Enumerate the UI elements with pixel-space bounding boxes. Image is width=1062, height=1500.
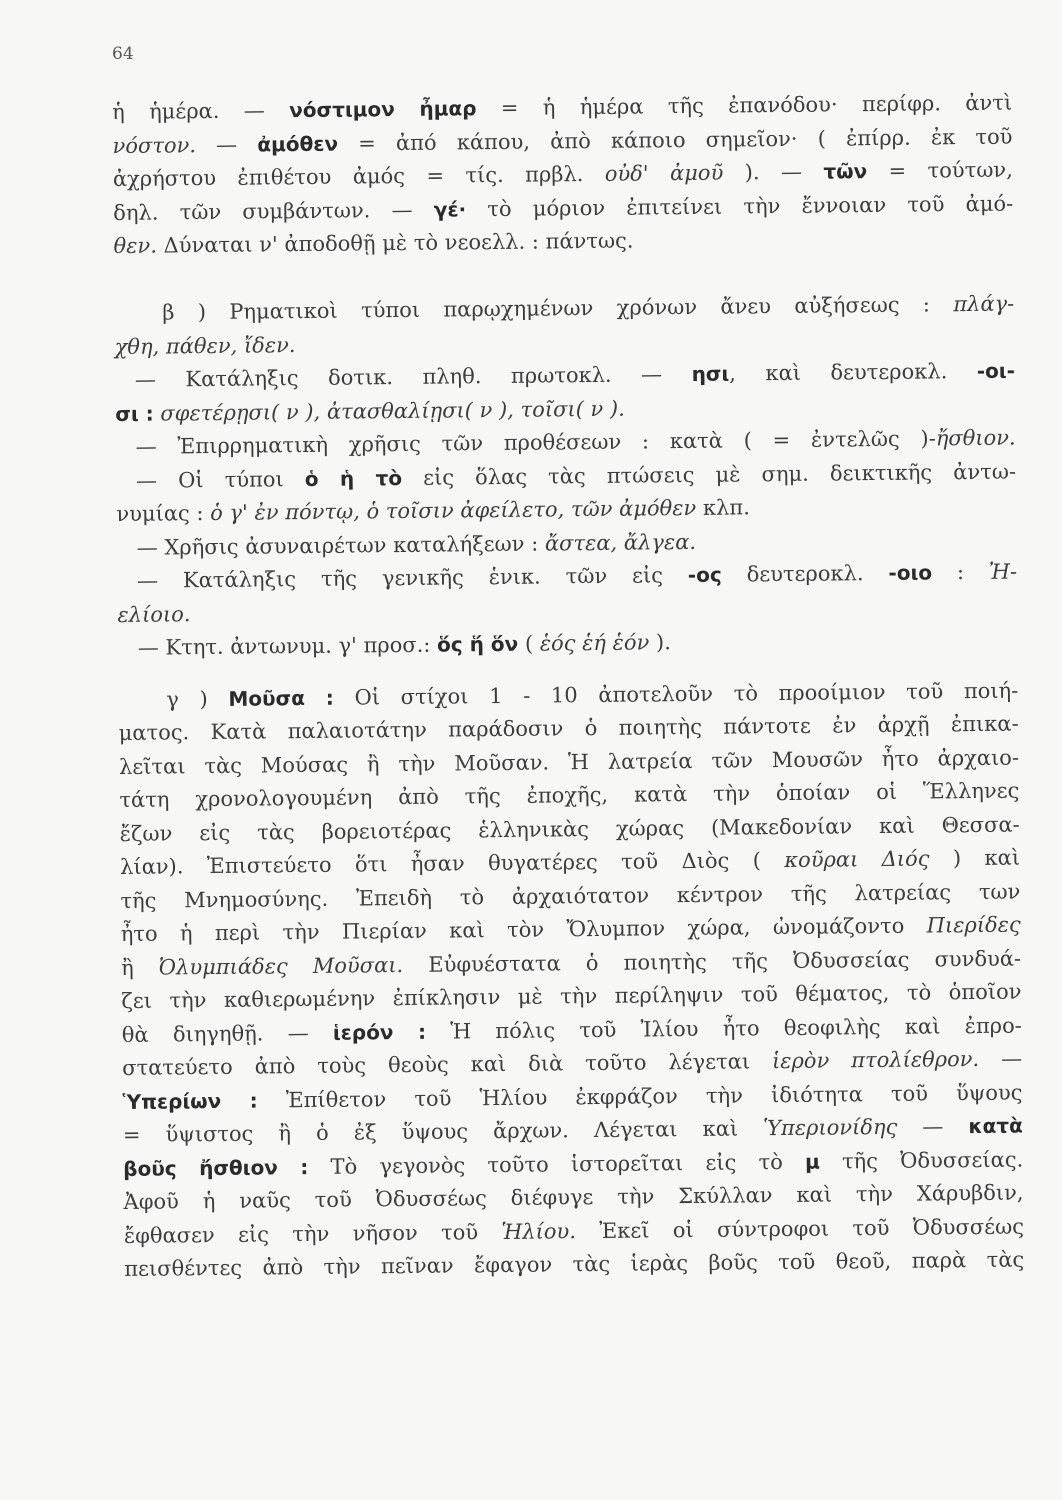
text-run: Εὐφυέστατα ὁ ποιητὴς τῆς Ὀδυσσείας συνδυά- xyxy=(403,946,1022,977)
text-run: τὸ μόριον ἐπιτείνει τὴν ἔννοιαν τοῦ ἀμό- xyxy=(465,191,1014,221)
text-run: ἢ xyxy=(121,955,159,980)
italic-text: Ὑπεριονίδης xyxy=(763,1114,898,1141)
text-run: — Κατάληξις τῆς γενικῆς ἑνικ. τῶν εἰς xyxy=(136,562,688,593)
italic-text: κοῦραι Διός xyxy=(784,846,930,873)
page-number: 64 xyxy=(112,44,134,64)
text-run: — xyxy=(195,131,258,157)
text-run: Δύναται ν' ἀποδοθῇ μὲ τὸ νεοελλ. : πάντως. xyxy=(156,228,634,258)
text-run: ). xyxy=(649,630,671,655)
headword: -οι- xyxy=(976,358,1016,383)
text-run: Ἐπίθετον τοῦ Ἡλίου ἐκφράζον τὴν ἰδιότητα τοῦ ὕψους xyxy=(257,1080,1023,1113)
text-run: : xyxy=(931,559,990,585)
headword: τῶν xyxy=(823,159,868,184)
text-run: β ) Ρηματικοὶ τύποι παρῳχημένων χρόνων ἄνευ αὐξήσεως : xyxy=(162,292,954,325)
italic-text: θεν. xyxy=(113,233,158,258)
text-run: λεῖται τὰς Μούσας ἢ τὴν Μοῦσαν. Ἡ λατρεία τῶν Μουσῶν ἦτο ἀρχαιο- xyxy=(118,745,1020,779)
commentary-text xyxy=(112,87,1024,1287)
italic-text: ἄστεα, ἄλγεα. xyxy=(544,529,697,555)
text-run: ἔζων εἰς τὰς βορειοτέρας ἑλληνικὰς χώρας (Μακεδονίαν καὶ Θεσσα- xyxy=(119,812,1020,846)
headword: κατὰ xyxy=(968,1113,1023,1139)
headword: ησι xyxy=(691,361,730,386)
headword: νόστιμον ἦμαρ xyxy=(289,96,477,123)
headword: ἱερόν : xyxy=(332,1019,427,1045)
headword: -ος xyxy=(687,562,722,587)
text-run: Ἡ πόλις τοῦ Ἰλίου ἦτο θεοφιλὴς καὶ ἐπρο- xyxy=(425,1013,1022,1044)
text-run: — xyxy=(897,1114,969,1139)
text-run: εἰς ὅλας τὰς πτώσεις μὲ σημ. δεικτικῆς ἀντω- xyxy=(401,459,1017,490)
italic-text: χθη, πάθεν, ἴδεν. xyxy=(114,332,296,359)
text-run: τάτη χρονολογουμένη ἀπὸ τῆς ἐποχῆς, κατὰ τὴν ὁποίαν οἱ Ἕλληνες xyxy=(119,778,1020,812)
text-run: δευτεροκλ. xyxy=(721,560,889,587)
headword: ἀμόθεν xyxy=(257,131,339,156)
italic-text: Πιερίδες xyxy=(926,912,1021,938)
text-run: ἡ ἡμέρα. — xyxy=(112,98,290,124)
italic-text: ἱερὸν πτολίεθρον. xyxy=(771,1046,980,1074)
text-run: — Κατάληξις δοτικ. πληθ. πρωτοκλ. — xyxy=(134,361,692,392)
headword: ὅς ἥ ὅν xyxy=(436,631,519,657)
italic-text: οὐδ' ἀμοῦ xyxy=(604,160,724,186)
text-run: ἀχρήστου ἐπιθέτου ἀμός = τίς. πρβλ. xyxy=(112,161,605,191)
text-run: = τούτων, xyxy=(867,157,1013,184)
italic-text: Ἡλίου. xyxy=(501,1218,577,1244)
headword: σι : xyxy=(115,401,154,426)
text-run: Τὸ γεγονὸς τοῦτο ἱστορεῖται εἰς τὸ xyxy=(308,1149,806,1179)
headword: Ὑπερίων : xyxy=(122,1088,258,1114)
italic-text: πλάγ- xyxy=(953,291,1015,317)
text-run: γ ) xyxy=(166,686,229,711)
headword: Μοῦσα : xyxy=(228,685,334,711)
text-run: — Κτητ. ἀντωνυμ. γ' προσ.: xyxy=(137,632,438,660)
italic-text: ἤσθιον. xyxy=(935,425,1016,451)
text-run: = ἀπό κάπου, ἀπὸ κάποιο σημεῖον· ( ἐπίρρ. ἐκ τοῦ xyxy=(337,124,1013,156)
italic-text: νόστον. xyxy=(112,132,197,158)
text-run: = ὕψιστος ἢ ὁ ἐξ ὕψους ἄρχων. Λέγεται καὶ xyxy=(122,1116,764,1147)
headword: γέ· xyxy=(433,196,467,222)
text-run: — Ἐπιρρηματικὴ χρῆσις τῶν προθέσεων : κατὰ ( = ἐντελῶς )- xyxy=(135,426,936,459)
italic-text: ὁ γ' ἐν πόντῳ, ὁ τοῖσιν ἀφείλετο, τῶν ἀμόθεν xyxy=(210,495,697,525)
italic-text: Ὀλυμπιάδες Μοῦσαι. xyxy=(158,952,404,980)
text-run: δηλ. τῶν συμβάντων. — xyxy=(113,197,434,225)
text-run: Ἐκεῖ οἱ σύντροφοι τοῦ Ὀδυσσέως xyxy=(575,1214,1025,1243)
italic-text: σφετέρῃσι( ν ), ἀτασθαλίῃσι( ν ), τοῖσι( ν ). xyxy=(153,396,625,426)
text-run: πεισθέντες ἀπὸ τὴν πεῖναν ἔφαγον τὰς ἱερὰς βοῦς τοῦ θεοῦ, παρὰ τὰς xyxy=(124,1247,1025,1281)
text-run: ἦτο ἡ περὶ τὴν Πιερίαν καὶ τὸν Ὄλυμπον χώρα, ὠνομάζοντο xyxy=(120,913,927,946)
text-run: ζει τὴν καθιερωμένην ἐπίκλησιν μὲ τὴν περίληψιν τοῦ θέματος, τὸ ὁποῖον xyxy=(121,979,1022,1013)
text-run: τῆς Ὀδυσσείας. xyxy=(819,1147,1024,1174)
text-run: τῆς Μνημοσύνης. Ἐπειδὴ τὸ ἀρχαιότατον κέντρον τῆς λατρείας των xyxy=(120,879,1021,913)
headword: ὁ ἡ τὸ xyxy=(304,465,403,491)
text-run: ). — xyxy=(723,159,824,185)
text-run: ἔφθασεν εἰς τὴν νῆσον τοῦ xyxy=(123,1219,502,1248)
italic-text: ελίοιο. xyxy=(117,601,191,627)
headword: -οιο xyxy=(888,560,933,585)
text-run: Οἱ στίχοι 1 - 10 ἀποτελοῦν τὸ προοίμιον τοῦ ποιή- xyxy=(333,678,1019,710)
text-run: — Οἱ τύποι xyxy=(135,466,305,493)
italic-text: ἑός ἑή ἑόν xyxy=(539,630,650,656)
text-run: στατεύετο ἀπὸ τοὺς θεοὺς καὶ διὰ τοῦτο λέγεται xyxy=(122,1049,773,1080)
text-run: ( xyxy=(518,631,540,656)
text-run: κλπ. xyxy=(696,495,750,520)
text-run: θὰ διηγηθῇ. — xyxy=(121,1020,334,1047)
text-run: — Χρῆσις ἀσυναιρέτων καταλήξεων : xyxy=(136,530,546,560)
headword: μ xyxy=(804,1149,820,1174)
text-run: ) καὶ xyxy=(929,845,1021,871)
headword: βοῦς ἤσθιον : xyxy=(123,1154,309,1181)
italic-text: Ἠ- xyxy=(988,559,1018,584)
text-run: Ἀφοῦ ἡ ναῦς τοῦ Ὀδυσσέως διέφυγε τὴν Σκύλλαν καὶ τὴν Χάρυβδιν, xyxy=(123,1180,1024,1214)
text-run: νυμίας : xyxy=(116,500,211,526)
text-run: λίαν). Ἐπιστεύετο ὅτι ἦσαν θυγατέρες τοῦ Διὸς ( xyxy=(119,848,785,879)
text-run: — xyxy=(979,1046,1023,1071)
text-run: = ἡ ἡμέρα τῆς ἐπανόδου· περίφρ. ἀντὶ xyxy=(476,90,1013,121)
text-run: , καὶ δευτεροκλ. xyxy=(729,358,977,386)
text-run: ματος. Κατὰ παλαιοτάτην παράδοσιν ὁ ποιητὴς πάντοτε ἐν ἀρχῇ ἐπικα- xyxy=(118,711,1019,745)
